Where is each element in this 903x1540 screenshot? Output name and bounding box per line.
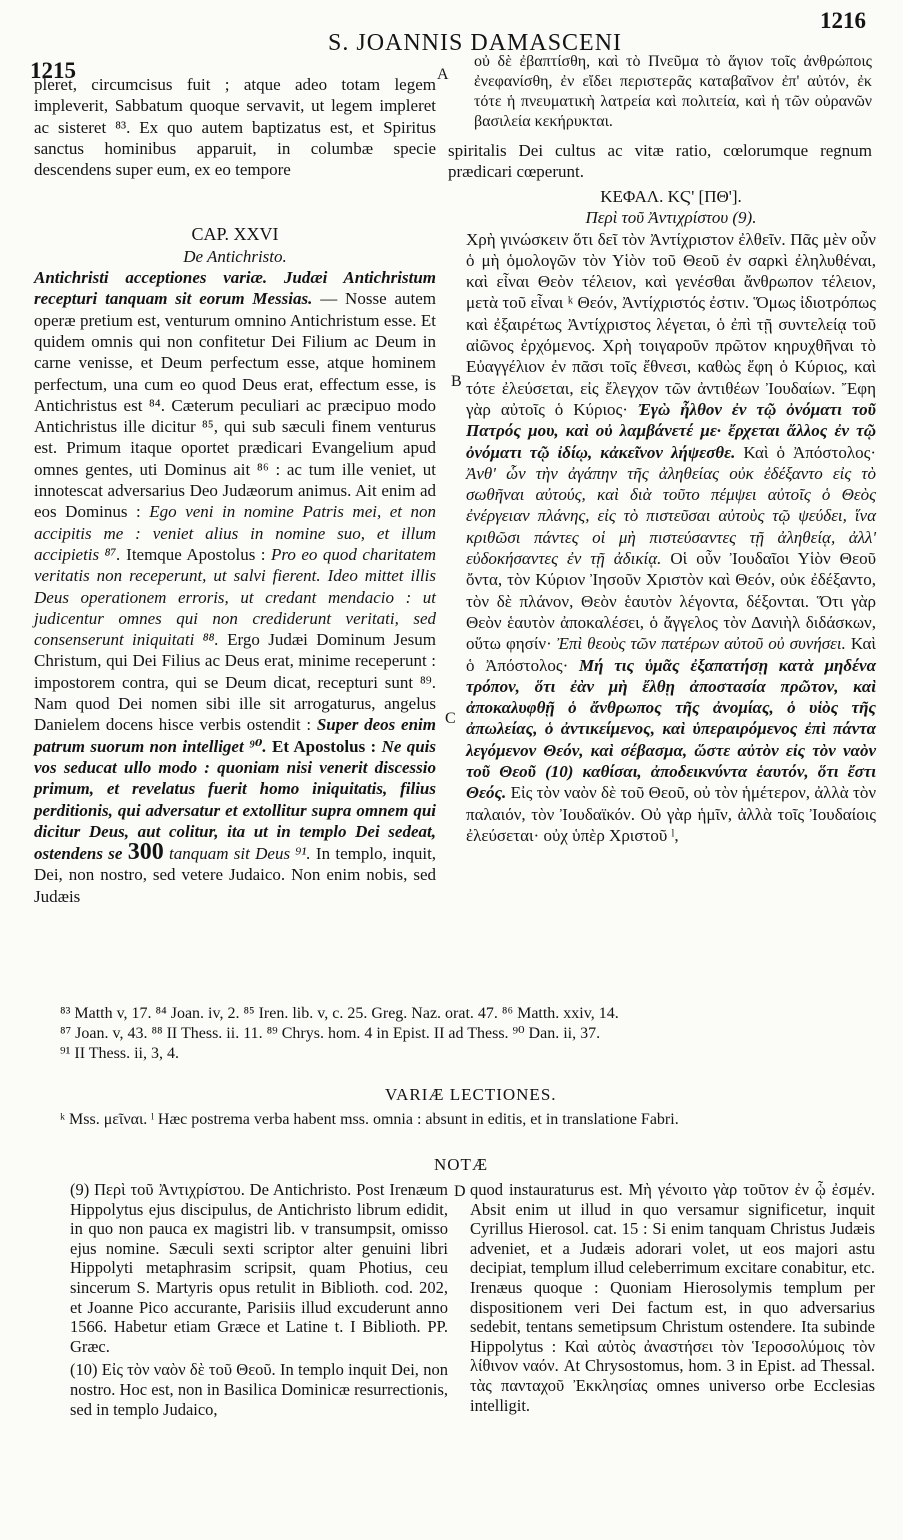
- page-number-left: 1215: [30, 58, 76, 83]
- left-summary: Antichristi acceptiones variæ. Judæi Antichristum recepturi tanquam sit eorum Messias.: [34, 268, 436, 309]
- left-body-3: Ergo Judæi Dominum Jesum Christum, qui Dei Filius ac Deus erat, minime receperunt : impostorem contra, qui se Deum dicat, recepturi sunt ⁸⁹. Nam quod Dei nomen sibi ille sit arrogaturus, angelus Danielem docens hisce verbis ostendit :: [34, 630, 437, 735]
- variae-heading: VARIÆ LECTIONES.: [385, 1085, 557, 1104]
- footnote-line-2: ⁸⁷ Joan. v, 43. ⁸⁸ II Thess. ii. 11. ⁸⁹ Chrys. hom. 4 in Epist. II ad Thess. ⁹⁰ Dan. ii, 37.: [60, 1025, 601, 1042]
- left-quote-4: Ne quis vos seducat ullo modo : quoniam nisi venerit discessio primum, et revelatus fuerit homo iniquitatis, filius perditionis, qui adversatur et extollitur supra omnem qui dicitur Deus, aut colitur, ita ut in templo Dei sedeat, ostendens se: [34, 736, 437, 864]
- left-body-5: In templo, inquit, Dei, non nostro, sed vetere Judaico. Non enim nobis, sed Judæis: [34, 844, 437, 906]
- right-quote-1: Ἐγὼ ἦλθον ἐν τῷ ὀνόματι τοῦ Πατρός μου, καὶ οὐ λαμβάνετέ με· ἔρχεται ἄλλος ἐν τῷ ὀνόματι τῷ ἰδίῳ, κἀκεῖνον λήψεσθε.: [466, 399, 876, 462]
- left-quote-4b: tanquam sit Deus ⁹¹.: [169, 844, 311, 864]
- right-body-5: Εἰς τὸν ναὸν δὲ τοῦ Θεοῦ, οὐ τὸν ἡμέτερον, ἀλλὰ τὸν παλαιόν, τὸν Ἰουδαϊκόν. Οὐ γὰρ ἡμῖν, ἀλλὰ τοῖς Ἰουδαίοις ἐλεύσεται· οὐχ ὑπὲρ Χριστοῦ ˡ,: [466, 783, 877, 845]
- right-body-3: Οἱ οὖν Ἰουδαῖοι Υἱὸν Θεοῦ ὄντα, τὸν Κύριον Ἰησοῦν Χριστὸν καὶ Θεόν, οὐκ ἐδέξαντο, τὸν δὲ πλάνον, Θεὸν ἑαυτὸν λέγοντα, δέξονται. Ὅτι γὰρ Θεὸν ἑαυτὸν ἀποκαλέσει, ὁ ἄγγελος τὸν Δανιὴλ διδάσκων, οὕτω φησίν·: [466, 549, 877, 654]
- left-chapter-title: De Antichristo.: [183, 246, 287, 266]
- page-number-right: 1216: [820, 8, 866, 33]
- right-quote-4: Μή τις ὑμᾶς ἐξαπατήσῃ κατὰ μηδένα τρόπον, ὅτι ἐὰν μὴ ἔλθῃ ἀποστασία πρῶτον, καὶ ἀποκαλυφθῇ ὁ ἄνθρωπος τῆς ἀνομίας, ὁ υἱὸς τῆς ἀπωλείας, ὁ ἀντικείμενος, καὶ ὑπεραιρόμενος ἐπὶ πάντα λεγόμενον Θεόν, καὶ σέβασμα, ὥστε αὐτὸν εἰς τὸν ναὸν τοῦ Θεοῦ (10) καθίσαι, ἀποδεικνύντα ἑαυτόν, ὅτι ἔστι Θεός.: [466, 655, 877, 803]
- right-chapter-heading: ΚΕΦΑΛ. ΚϚ' [ΠΘ'].: [600, 187, 742, 206]
- left-body-1: — Nosse autem operæ pretium est, venturum omnino Antichristum esse. Et quidem omnis qui non confitetur Dei Filium ac Deum in carne venisse, et Deum perfectum esse, atque hominem perfectum, una cum eo quod Deus erat, effectum esse, is Antichristus est ⁸⁴. Cæterum peculiari ac præcipuo modo Antichristus ille dicitur ⁸⁵, qui sub sæculi finem venturus est. Primum itaque oportet prædicari Evangelium apud omnes gentes, uti Dominus ait ⁸⁶ : ac tum ille veniet, ut innotescat adversarius Deo Judæorum animus. Ait enim ad eos Dominus :: [34, 289, 436, 522]
- note-10: (10) Εἰς τὸν ναὸν δὲ τοῦ Θεοῦ. In templo inquit Dei, non nostro. Hoc est, non in Basilica Dominicæ resurrectionis, sed in templo Judaico,: [70, 1360, 448, 1419]
- right-greek-top: οὐ δὲ ἐβαπτίσθη, καὶ τὸ Πνεῦμα τὸ ἅγιον τοῖς ἀνθρώποις ἐνεφανίσθη, ἐν εἴδει περιστερᾶς καταβαῖνον ἐπ' αὐτόν, ἐκ τότε ἡ πνευματικὴ λατρεία καὶ πολιτεία, καὶ ἡ τῶν οὐρανῶν βασιλεία κεκήρυκται.: [474, 53, 872, 130]
- notae-heading: NOTÆ: [434, 1155, 489, 1174]
- left-body-4: Et Apostolus :: [272, 736, 377, 756]
- left-quote-1: Ego veni in nomine Patris mei, et non accipitis me : veniet alius in nomine suo, et illum accipietis ⁸⁷.: [34, 502, 437, 564]
- note-9: (9) Περὶ τοῦ Ἀντιχρίστου. De Antichristo. Post Irenæum Hippolytus ejus discipulus, de Antichristo librum edidit, in quo non pauca ex magistri lib. v transumpsit, omisso ejus nomine. Sæculi sexti scriptor alter genuini libri Hippolyti metaphrasim scripsit, quam Photius, ceu sincerum S. Martyris opus retulit in Biblioth. cod. 202, et Joanne Pico accurante, Parisiis illud excuderunt anno 1566. Habetur etiam Græce et Latine t. I Biblioth. PP. Græc.: [70, 1180, 448, 1356]
- right-body-1: Χρὴ γινώσκειν ὅτι δεῖ τὸν Ἀντίχριστον ἐλθεῖν. Πᾶς μὲν οὖν ὁ μὴ ὁμολογῶν τὸν Υἱὸν τοῦ Θεοῦ ἐν σαρκὶ ἐληλυθέναι, καὶ εἶναι Θεὸν τέλειον, καὶ γενέσθαι ἄνθρωπον τέλειον, μετὰ τοῦ εἶναι ᵏ Θεόν, Ἀντίχριστός ἐστιν. Ὅμως ἰδιοτρόπως καὶ ἐξαιρέτως Ἀντίχριστος λέγεται, ὁ ἐπὶ τῇ συντελείᾳ τοῦ αἰῶνος ἐρχόμενος. Χρὴ τοιγαροῦν πρῶτον κηρυχθῆναι τὸ Εὐαγγέλιον ἐν πᾶσι τοῖς ἔθνεσι, καθὼς ἔφη ὁ Κύριος, καὶ τότε ἐλεύσεται, εἰς ἔλεγχον τῶν ἀντιθέων Ἰουδαίων. Ἔφη γὰρ αὐτοῖς ὁ Κύριος·: [466, 229, 876, 419]
- right-quote-2: Ἀνθ' ὧν τὴν ἀγάπην τῆς ἀληθείας οὐκ ἐδέξαντο εἰς τὸ σωθῆναι αὐτούς, καὶ διὰ τοῦτο πέμψει αὐτοῖς ὁ Θεὸς ἐνέργειαν πλάνης, εἰς τὸ πιστεῦσαι αὐτοὺς τῷ ψεύδει, ἵνα κριθῶσι πάντες οἱ μὴ πιστεύσαντες τῇ ἀληθείᾳ, ἀλλ' εὐδοκήσαντες ἐν τῇ ἀδικίᾳ.: [466, 463, 876, 569]
- running-title: S. JOANNIS DAMASCENI: [328, 30, 623, 56]
- footnote-line-1: ⁸³ Matth v, 17. ⁸⁴ Joan. iv, 2. ⁸⁵ Iren. lib. v, c. 25. Greg. Naz. orat. 47. ⁸⁶ Matth. xxiv, 14.: [60, 1005, 619, 1022]
- right-column: [466, 186, 876, 846]
- margin-letter-d: D: [454, 1183, 466, 1200]
- footnotes: [60, 1004, 880, 1064]
- variae-text: ᵏ Mss. μεῖναι. ˡ Hæc postrema verba habent mss. omnia : absunt in editis, et in translatione Fabri.: [60, 1111, 679, 1128]
- right-quote-3: Ἐπὶ θεοὺς τῶν πατέρων αὐτοῦ οὐ συνήσει.: [556, 634, 846, 654]
- left-intro: pleret, circumcisus fuit ; atque adeo totam legem impleverit, Sabbatum quoque servavit, ut legem impleret ac sisteret ⁸³. Ex quo autem baptizatus est, et Spiritus sanctus hominibus apparuit, in columbæ specie descendens super eum, ex eo tempore: [34, 75, 436, 180]
- notae-left: [70, 1180, 448, 1419]
- notae-right: quod instauraturus est. Μὴ γένοιτο γὰρ τοῦτον ἐν ᾧ ἐσμέν. Absit enim ut illud in quo versamur significetur, inquit Cyrillus Hierosol. cat. 15 : Si enim tanquam Christus Judæis adveniet, et a Judæis adorari volet, ut eos majori astu decipiat, templum illud celeberrimum excitare conabitur, etc. Irenæus quoque : Quoniam Hierosolymis templum per dispositionem veri Dei factum est, in quo adversarius sedebit, tentans semetipsum Christum ostendere. Ita subinde Hippolytus : Καὶ αὐτὸς ἀναστήσει τὸν Ἱεροσολύμοις τὸν λίθινον ναόν. At Chrysostomus, hom. 3 in Epist. ad Thessal. τὰς πανταχοῦ Ἐκκλησίας omnes universo orbe Ecclesias intelligit.: [470, 1180, 875, 1415]
- left-quote-2: Pro eo quod charitatem veritatis non receperunt, ut salvi fierent. Ideo mittet illis Deus operationem erroris, ut credant mendacio : ut judicentur omnes qui non crediderunt veritati, sed consenserunt iniquitati ⁸⁸.: [34, 544, 436, 650]
- left-chapter-heading: CAP. XXVI: [191, 224, 279, 245]
- margin-letter-a: A: [437, 66, 449, 83]
- margin-letter-b: B: [451, 373, 462, 390]
- right-body-2: Καὶ ὁ Ἀπόστολος·: [743, 442, 877, 462]
- page-marker-300: 300: [127, 839, 164, 866]
- right-latin-tail: spiritalis Dei cultus ac vitæ ratio, cœlorumque regnum prædicari cœperunt.: [448, 141, 872, 182]
- left-quote-3: Super deos enim patrum suorum non intelliget ⁹⁰.: [34, 715, 436, 756]
- margin-letter-c: C: [445, 710, 456, 727]
- footnote-line-3: ⁹¹ II Thess. ii, 3, 4.: [60, 1045, 179, 1062]
- left-body-2: Itemque Apostolus :: [126, 544, 266, 564]
- right-chapter-title: Περὶ τοῦ Ἀντιχρίστου (9).: [585, 208, 757, 228]
- left-column: [34, 74, 436, 907]
- right-body-4: Καὶ ὁ Ἀπόστολος·: [466, 634, 877, 675]
